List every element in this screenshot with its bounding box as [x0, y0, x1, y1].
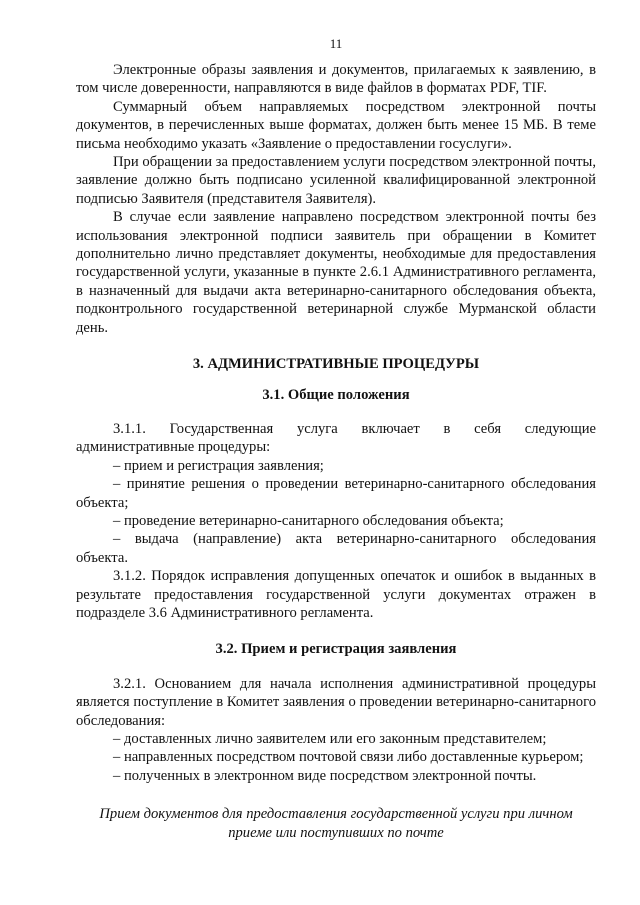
paragraph-without-signature: В случае если заявление направлено посредством электронной почты без использования электронной подписи заявитель при обращении в Комитет дополнительно лично представляет документы, необходимые для предоставления государственной услуги, указанные в пункте 2.6.1 Административного регламента, в назначенный для выдачи акта ветеринарно-санитарного обследования объекта, подконтрольного государственной ветеринарной службе Мурманской области день.: [76, 209, 596, 336]
list-item: – направленных посредством почтовой связи либо доставленные курьером;: [113, 749, 584, 766]
page-number: 11: [329, 36, 343, 51]
italic-subheading: Прием документов для предоставления государственной услуги при личном приеме или поступивших по почте: [99, 806, 573, 841]
section-3-2-heading: 3.2. Прием и регистрация заявления: [215, 641, 457, 658]
paragraph-signature: При обращении за предоставлением услуги посредством электронной почты, заявление должно быть подписано усиленной квалифицированной электронной подписью Заявителя (представителя Заявителя).: [76, 154, 596, 207]
paragraph-3-1-2: 3.1.2. Порядок исправления допущенных опечаток и ошибок в выданных в результате предоставления государственной услуги документах отражен в подразделе 3.6 Административного регламента.: [76, 568, 596, 621]
section-3-1-heading: 3.1. Общие положения: [262, 386, 410, 403]
list-item: – прием и регистрация заявления;: [113, 457, 324, 474]
list-item: – доставленных лично заявителем или его законным представителем;: [113, 731, 547, 747]
list-item: – проведение ветеринарно-санитарного обследования объекта;: [113, 512, 504, 529]
paragraph-electronic-formats: Электронные образы заявления и документов, прилагаемых к заявлению, в том числе доверенности, направляются в виде файлов в форматах PDF, TIF.: [76, 62, 596, 97]
section-3-heading: 3. АДМИНИСТРАТИВНЫЕ ПРОЦЕДУРЫ: [192, 356, 480, 373]
paragraph-3-1-1: 3.1.1. Государственная услуга включает в себя следующие административные процедуры:: [76, 420, 596, 456]
document-page: [76, 36, 596, 842]
paragraph-3-2-1: 3.2.1. Основанием для начала исполнения административной процедуры является поступление в Комитет заявления о проведении ветеринарно-санитарного обследования:: [76, 675, 596, 729]
list-item: – полученных в электронном виде посредством электронной почты.: [113, 767, 537, 784]
list-item: – выдача (направление) акта ветеринарно-санитарного обследования объекта.: [76, 531, 596, 566]
paragraph-size-limit: Суммарный объем направляемых посредством электронной почты документов, в перечисленных выше форматах, должен быть менее 15 МБ. В теме письма необходимо указать «Заявление о предоставлении госуслуги».: [76, 98, 596, 152]
list-item: – принятие решения о проведении ветеринарно-санитарного обследования объекта;: [76, 476, 596, 511]
